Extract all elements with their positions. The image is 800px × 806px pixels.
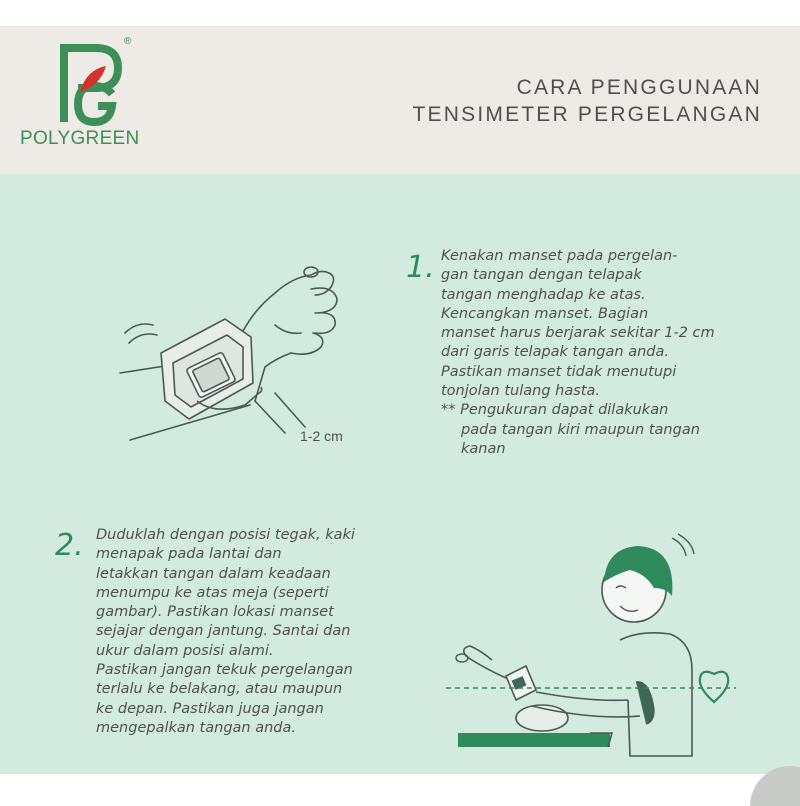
wrist-tensimeter-illustration <box>115 255 365 455</box>
step-2-line: ukur dalam posisi alami. <box>96 642 274 659</box>
step-2-line: letakkan tangan dalam keadaan <box>96 565 331 582</box>
step-2-line: Duduklah dengan posisi tegak, kaki <box>96 527 355 543</box>
step-2-line: menumpu ke atas meja (seperti <box>96 584 329 601</box>
brand-name: POLYGREEN <box>20 128 140 149</box>
step-1-line: dari garis telapak tangan anda. <box>441 344 669 361</box>
step-2-line: Pastikan jangan tekuk pergelangan <box>96 662 353 679</box>
seated-person-heart-level-illustration <box>440 530 740 760</box>
header-banner <box>0 26 800 174</box>
step-1-note: ** Pengukuran dapat dilakukan <box>441 402 669 419</box>
step-1-note: kanan <box>461 440 506 457</box>
step-1-line: gan tangan dengan telapak <box>441 267 642 284</box>
step-1-line: tonjolan tulang hasta. <box>441 383 600 400</box>
table-shape <box>458 733 610 747</box>
step-2-line: mengepalkan tangan anda. <box>96 719 296 736</box>
step-2-line: sejajar dengan jantung. Santai dan <box>96 623 351 640</box>
title-line-1: CARA PENGGUNAAN <box>516 76 762 99</box>
step-1-number: 1. <box>406 250 435 285</box>
registered-mark: ® <box>124 36 132 47</box>
step-1-line: manset harus berjarak sekitar 1-2 cm <box>441 325 715 342</box>
step-1-line: Pastikan manset tidak menutupi <box>441 363 677 380</box>
step-1-note: pada tangan kiri maupun tangan <box>461 421 700 438</box>
measure-label: 1-2 cm <box>300 428 343 444</box>
step-1-line: Kencangkan manset. Bagian <box>441 305 649 322</box>
step-2-line: terlalu ke belakang, atau maupun <box>96 681 343 698</box>
heart-icon <box>700 672 728 702</box>
step-2-line: gambar). Pastikan lokasi manset <box>96 604 334 621</box>
polygreen-logo-icon <box>56 42 130 126</box>
step-2-line: ke depan. Pastikan juga jangan <box>96 700 324 717</box>
title-line-2: TENSIMETER PERGELANGAN <box>412 103 762 126</box>
page-title <box>413 74 762 128</box>
step-2-line: menapak pada lantai dan <box>96 546 282 563</box>
step-1-text <box>441 247 715 459</box>
step-1-line: Kenakan manset pada pergelan- <box>441 248 678 264</box>
step-1-line: tangan menghadap ke atas. <box>441 286 646 303</box>
step-2-text <box>96 526 355 738</box>
step-2-number: 2. <box>55 528 84 563</box>
